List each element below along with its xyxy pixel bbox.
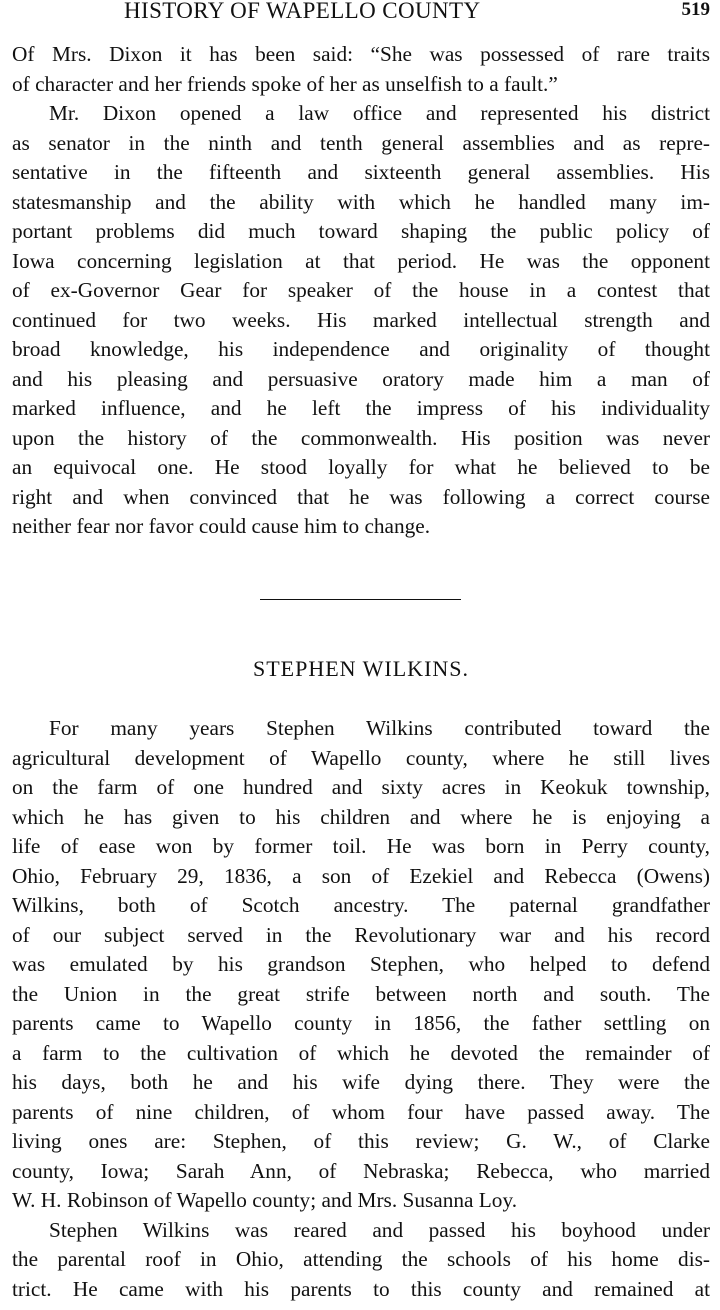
running-head xyxy=(12,0,710,28)
text-line: Of Mrs. Dixon it has been said: “She was possessed of rare traits xyxy=(12,42,710,66)
text-line: broad knowledge, his independence and originality of thought xyxy=(12,337,710,361)
text-line: parents of nine children, of whom four have passed away. The xyxy=(12,1099,710,1124)
text-line: life of ease won by former toil. He was born in Perry county, xyxy=(12,834,710,858)
text-line: statesmanship and the ability with which he handled many im- xyxy=(12,189,710,214)
text-line: the Union in the great strife between north and south. The xyxy=(12,981,710,1006)
text-line: was emulated by his grandson Stephen, who helped to defend xyxy=(12,952,710,976)
text-line: continued for two weeks. His marked intellectual strength and xyxy=(12,307,710,332)
continued-biography-text xyxy=(12,40,710,542)
text-line: Wilkins, both of Scotch ancestry. The paternal grandfather xyxy=(12,893,710,917)
page-number: 519 xyxy=(681,0,710,20)
text-line: an equivocal one. He stood loyally for what he believed to be xyxy=(12,455,710,479)
text-line: portant problems did much toward shaping the public policy of xyxy=(12,219,710,243)
section-divider-rule xyxy=(260,599,461,600)
biography-text xyxy=(12,714,710,1304)
text-line: trict. He came with his parents to this county and remained at xyxy=(12,1276,710,1301)
text-line: Stephen Wilkins was reared and passed his boyhood under xyxy=(49,1217,710,1242)
text-line: upon the history of the commonwealth. His position was never xyxy=(12,425,710,450)
text-line: as senator in the ninth and tenth general assemblies and as repre- xyxy=(12,130,710,155)
text-line: on the farm of one hundred and sixty acres in Keokuk township, xyxy=(12,775,710,799)
text-line: parents came to Wapello county in 1856, the father settling on xyxy=(12,1011,710,1035)
text-line: For many years Stephen Wilkins contributed toward the xyxy=(49,716,710,740)
text-line: living ones are: Stephen, of this review; G. W., of Clarke xyxy=(12,1129,710,1153)
text-line: of our subject served in the Revolutionary war and his record xyxy=(12,922,710,947)
text-line: of ex-Governor Gear for speaker of the house in a contest that xyxy=(12,278,710,302)
text-line: and his pleasing and persuasive oratory made him a man of xyxy=(12,366,710,391)
text-line: Mr. Dixon opened a law office and represented his district xyxy=(49,101,710,125)
text-line: a farm to the cultivation of which he devoted the remainder of xyxy=(12,1040,710,1065)
text-line: Ohio, February 29, 1836, a son of Ezekiel and Rebecca (Owens) xyxy=(12,863,710,888)
section-heading: STEPHEN WILKINS. xyxy=(252,656,470,681)
book-page xyxy=(12,0,710,1310)
text-line: sentative in the fifteenth and sixteenth general assemblies. His xyxy=(12,160,710,184)
text-line: of character and her friends spoke of her as unselfish to a fault.” xyxy=(12,71,558,96)
running-head-title: HISTORY OF WAPELLO COUNTY xyxy=(124,0,481,23)
text-line: W. H. Robinson of Wapello county; and Mrs. Susanna Loy. xyxy=(12,1188,518,1212)
text-line: the parental roof in Ohio, attending the schools of his home dis- xyxy=(12,1247,710,1271)
text-line: Iowa concerning legislation at that period. He was the opponent xyxy=(12,248,710,273)
text-line: his days, both he and his wife dying there. They were the xyxy=(12,1070,710,1094)
text-line: marked influence, and he left the impress of his individuality xyxy=(12,396,710,420)
text-line: county, Iowa; Sarah Ann, of Nebraska; Rebecca, who married xyxy=(12,1158,710,1183)
text-line: which he has given to his children and where he is enjoying a xyxy=(12,804,710,829)
text-line: neither fear nor favor could cause him to change. xyxy=(12,514,431,538)
text-line: agricultural development of Wapello county, where he still lives xyxy=(12,745,710,770)
text-line: right and when convinced that he was following a correct course xyxy=(12,484,710,509)
